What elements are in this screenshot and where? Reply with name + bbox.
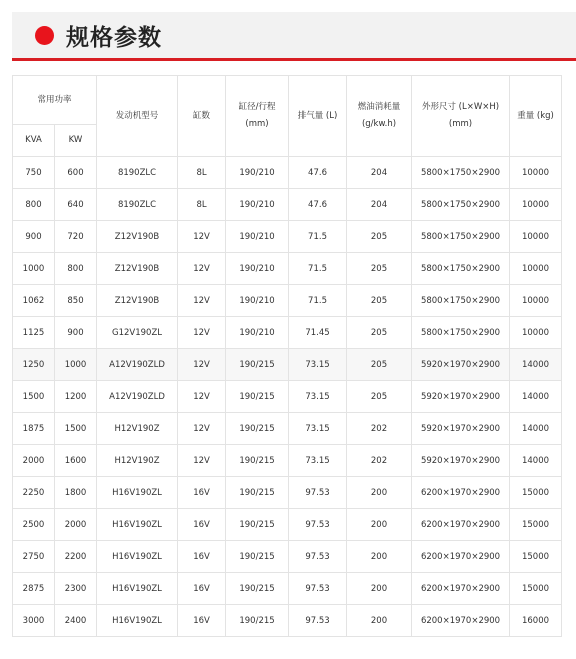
cell-displacement: 71.5: [289, 285, 347, 317]
header-bore-stroke-unit: (mm): [245, 119, 269, 129]
cell-fuel-consumption: 205: [347, 317, 412, 349]
cell-engine-model: Z12V190B: [97, 221, 178, 253]
cell-displacement: 97.53: [289, 477, 347, 509]
cell-engine-model: H12V190Z: [97, 413, 178, 445]
cell-displacement: 73.15: [289, 445, 347, 477]
cell-engine-model: H16V190ZL: [97, 541, 178, 573]
cell-fuel-consumption: 200: [347, 477, 412, 509]
header-dimensions: [412, 76, 510, 157]
cell-dimensions: 5800×1750×2900: [412, 221, 510, 253]
table-row: [13, 477, 562, 509]
table-row: [13, 445, 562, 477]
cell-fuel-consumption: 200: [347, 509, 412, 541]
cell-kva: 750: [13, 157, 55, 189]
title-underline: [12, 58, 576, 61]
cell-kw: 850: [55, 285, 97, 317]
header-fuel-label: 燃油消耗量: [357, 102, 401, 112]
cell-engine-model: H16V190ZL: [97, 509, 178, 541]
header-fuel-unit: (g/kw.h): [361, 119, 397, 129]
cell-weight: 10000: [510, 253, 562, 285]
header-dimensions-label: 外形尺寸 (L×W×H): [421, 102, 500, 112]
header-engine-model: 发动机型号: [97, 76, 178, 157]
cell-dimensions: 6200×1970×2900: [412, 477, 510, 509]
cell-engine-model: H16V190ZL: [97, 605, 178, 637]
cell-fuel-consumption: 204: [347, 157, 412, 189]
cell-kva: 2750: [13, 541, 55, 573]
table-row: [13, 157, 562, 189]
cell-displacement: 47.6: [289, 189, 347, 221]
cell-fuel-consumption: 204: [347, 189, 412, 221]
cell-cylinders: 12V: [178, 413, 226, 445]
cell-fuel-consumption: 205: [347, 285, 412, 317]
cell-kva: 2875: [13, 573, 55, 605]
cell-displacement: 97.53: [289, 573, 347, 605]
cell-displacement: 71.5: [289, 253, 347, 285]
cell-displacement: 71.5: [289, 221, 347, 253]
cell-displacement: 73.15: [289, 349, 347, 381]
cell-cylinders: 12V: [178, 317, 226, 349]
cell-fuel-consumption: 202: [347, 445, 412, 477]
section-header: [12, 12, 576, 58]
cell-bore-stroke: 190/215: [226, 445, 289, 477]
cell-kw: 1200: [55, 381, 97, 413]
cell-kw: 1600: [55, 445, 97, 477]
cell-dimensions: 5800×1750×2900: [412, 317, 510, 349]
table-row: [13, 221, 562, 253]
cell-cylinders: 16V: [178, 477, 226, 509]
cell-bore-stroke: 190/210: [226, 189, 289, 221]
cell-weight: 10000: [510, 317, 562, 349]
header-row: [13, 76, 562, 125]
table-row: [13, 349, 562, 381]
cell-weight: 14000: [510, 381, 562, 413]
cell-weight: 15000: [510, 509, 562, 541]
table-row: [13, 285, 562, 317]
cell-dimensions: 5800×1750×2900: [412, 189, 510, 221]
cell-engine-model: H12V190Z: [97, 445, 178, 477]
cell-engine-model: A12V190ZLD: [97, 349, 178, 381]
cell-fuel-consumption: 205: [347, 253, 412, 285]
cell-dimensions: 6200×1970×2900: [412, 605, 510, 637]
table-row: [13, 253, 562, 285]
cell-dimensions: 5920×1970×2900: [412, 413, 510, 445]
cell-displacement: 73.15: [289, 381, 347, 413]
subheader-kva: KVA: [13, 125, 55, 157]
cell-cylinders: 12V: [178, 285, 226, 317]
cell-kw: 720: [55, 221, 97, 253]
header-dimensions-unit: (mm): [448, 119, 473, 129]
cell-bore-stroke: 190/210: [226, 157, 289, 189]
header-fuel-consumption: [347, 76, 412, 157]
cell-engine-model: H16V190ZL: [97, 477, 178, 509]
cell-engine-model: 8190ZLC: [97, 157, 178, 189]
cell-weight: 10000: [510, 221, 562, 253]
cell-weight: 15000: [510, 573, 562, 605]
cell-kw: 2200: [55, 541, 97, 573]
cell-kva: 800: [13, 189, 55, 221]
table-row: [13, 509, 562, 541]
cell-kva: 1125: [13, 317, 55, 349]
header-displacement: 排气量 (L): [289, 76, 347, 157]
cell-bore-stroke: 190/215: [226, 541, 289, 573]
header-cylinders: 缸数: [178, 76, 226, 157]
cell-kva: 2250: [13, 477, 55, 509]
red-dot-icon: [35, 26, 54, 45]
cell-fuel-consumption: 205: [347, 349, 412, 381]
cell-engine-model: A12V190ZLD: [97, 381, 178, 413]
cell-cylinders: 12V: [178, 349, 226, 381]
cell-fuel-consumption: 200: [347, 605, 412, 637]
cell-dimensions: 5920×1970×2900: [412, 445, 510, 477]
table-row: [13, 573, 562, 605]
cell-displacement: 97.53: [289, 509, 347, 541]
cell-dimensions: 6200×1970×2900: [412, 541, 510, 573]
cell-displacement: 73.15: [289, 413, 347, 445]
cell-weight: 14000: [510, 445, 562, 477]
section-title: 规格参数: [66, 24, 162, 51]
header-power: 常用功率: [13, 76, 97, 125]
table-row: [13, 541, 562, 573]
cell-kw: 600: [55, 157, 97, 189]
cell-dimensions: 5920×1970×2900: [412, 381, 510, 413]
cell-kva: 2500: [13, 509, 55, 541]
cell-weight: 10000: [510, 285, 562, 317]
cell-bore-stroke: 190/215: [226, 477, 289, 509]
cell-kw: 2400: [55, 605, 97, 637]
cell-kva: 1062: [13, 285, 55, 317]
cell-kw: 640: [55, 189, 97, 221]
cell-cylinders: 16V: [178, 509, 226, 541]
cell-kw: 800: [55, 253, 97, 285]
cell-cylinders: 12V: [178, 445, 226, 477]
cell-cylinders: 12V: [178, 221, 226, 253]
table-row: [13, 317, 562, 349]
header-weight: 重量 (kg): [510, 76, 562, 157]
cell-bore-stroke: 190/215: [226, 381, 289, 413]
header-bore-stroke: [226, 76, 289, 157]
cell-kva: 2000: [13, 445, 55, 477]
cell-weight: 14000: [510, 349, 562, 381]
cell-cylinders: 8L: [178, 157, 226, 189]
cell-kw: 1500: [55, 413, 97, 445]
cell-engine-model: Z12V190B: [97, 253, 178, 285]
cell-engine-model: G12V190ZL: [97, 317, 178, 349]
cell-bore-stroke: 190/210: [226, 253, 289, 285]
cell-displacement: 47.6: [289, 157, 347, 189]
cell-weight: 14000: [510, 413, 562, 445]
cell-kw: 2000: [55, 509, 97, 541]
cell-kva: 1250: [13, 349, 55, 381]
cell-cylinders: 12V: [178, 253, 226, 285]
cell-dimensions: 5800×1750×2900: [412, 253, 510, 285]
cell-bore-stroke: 190/210: [226, 285, 289, 317]
cell-dimensions: 5800×1750×2900: [412, 285, 510, 317]
subheader-kw: KW: [55, 125, 97, 157]
cell-bore-stroke: 190/215: [226, 413, 289, 445]
table-row: [13, 413, 562, 445]
cell-cylinders: 16V: [178, 605, 226, 637]
table-row: [13, 605, 562, 637]
cell-kw: 900: [55, 317, 97, 349]
cell-bore-stroke: 190/215: [226, 573, 289, 605]
cell-weight: 15000: [510, 541, 562, 573]
cell-engine-model: 8190ZLC: [97, 189, 178, 221]
cell-fuel-consumption: 205: [347, 221, 412, 253]
cell-cylinders: 16V: [178, 541, 226, 573]
cell-bore-stroke: 190/215: [226, 605, 289, 637]
cell-kva: 3000: [13, 605, 55, 637]
cell-dimensions: 5920×1970×2900: [412, 349, 510, 381]
cell-displacement: 97.53: [289, 605, 347, 637]
cell-bore-stroke: 190/215: [226, 349, 289, 381]
cell-kw: 1000: [55, 349, 97, 381]
cell-cylinders: 16V: [178, 573, 226, 605]
cell-dimensions: 5800×1750×2900: [412, 157, 510, 189]
cell-kw: 2300: [55, 573, 97, 605]
specs-table: [12, 75, 562, 637]
cell-weight: 16000: [510, 605, 562, 637]
cell-kva: 1000: [13, 253, 55, 285]
table-row: [13, 189, 562, 221]
cell-bore-stroke: 190/215: [226, 509, 289, 541]
cell-kva: 900: [13, 221, 55, 253]
cell-cylinders: 8L: [178, 189, 226, 221]
cell-displacement: 71.45: [289, 317, 347, 349]
cell-fuel-consumption: 200: [347, 541, 412, 573]
cell-engine-model: H16V190ZL: [97, 573, 178, 605]
cell-kva: 1500: [13, 381, 55, 413]
cell-fuel-consumption: 205: [347, 381, 412, 413]
cell-dimensions: 6200×1970×2900: [412, 509, 510, 541]
cell-weight: 15000: [510, 477, 562, 509]
cell-kva: 1875: [13, 413, 55, 445]
cell-dimensions: 6200×1970×2900: [412, 573, 510, 605]
table-body: [13, 157, 562, 637]
cell-weight: 10000: [510, 189, 562, 221]
cell-bore-stroke: 190/210: [226, 317, 289, 349]
cell-displacement: 97.53: [289, 541, 347, 573]
cell-kw: 1800: [55, 477, 97, 509]
table-row: [13, 381, 562, 413]
header-bore-stroke-label: 缸径/行程: [238, 102, 276, 112]
cell-engine-model: Z12V190B: [97, 285, 178, 317]
cell-fuel-consumption: 200: [347, 573, 412, 605]
cell-weight: 10000: [510, 157, 562, 189]
cell-cylinders: 12V: [178, 381, 226, 413]
cell-bore-stroke: 190/210: [226, 221, 289, 253]
cell-fuel-consumption: 202: [347, 413, 412, 445]
